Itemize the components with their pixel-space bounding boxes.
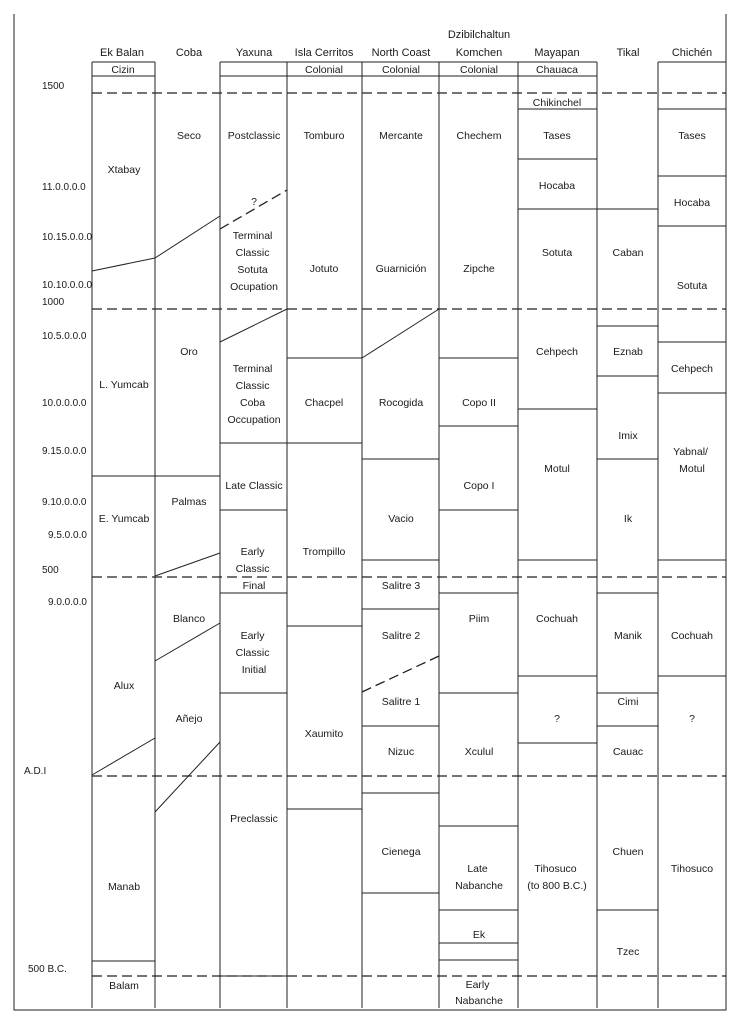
phase-chechem: Chechem [456,130,502,142]
header-chichen: Chichén [671,47,713,59]
phase-chikinchel: Chikinchel [532,97,582,109]
phase-motul: Motul [544,463,570,475]
phase-manab: Manab [107,881,141,893]
phase-salitre-3: Salitre 3 [381,580,421,592]
phase-zipche: Zipche [463,263,495,275]
phase-chichen-hocaba: Hocaba [673,197,711,209]
phase-mayapan-tihosuco: Tihosuco (to 800 B.C.) [527,863,587,892]
phase-chichen-tihosuco: Tihosuco [670,863,714,875]
phase-piim: Piim [468,613,490,625]
time-label-1500: 1500 [42,81,65,92]
header-isla-cerritos: Isla Cerritos [294,47,354,59]
phase-preclassic: Preclassic [230,813,278,825]
phase-alux: Alux [113,680,135,692]
phase-oro: Oro [180,346,198,358]
phase-yabnal-motul: Yabnal/ Motul [673,446,708,475]
phase-salitre-2: Salitre 2 [381,630,421,642]
phase-early-nabanche: Early Nabanche [455,979,503,1007]
time-label-10-5: 10.5.0.0.0 [42,331,87,342]
phase-isla-colonial: Colonial [305,64,343,76]
time-label-9-0: 9.0.0.0.0 [48,597,87,608]
phase-chichen-cochuah: Cochuah [670,630,714,642]
chichen-boundaries [658,109,726,676]
time-label-10-0: 10.0.0.0.0 [42,398,87,409]
header-yaxuna: Yaxuna [235,47,273,59]
ek-balan-boundaries [92,258,155,961]
phase-late-nabanche: Late Nabanche [455,863,503,892]
time-label-1000: 1000 [42,297,65,308]
phase-blanco: Blanco [172,613,206,625]
phase-cimi: Cimi [617,696,639,708]
phase-cienega: Cienega [381,846,421,858]
phase-manik: Manik [613,630,643,642]
phase-early-classic-final: Early Classic Final [235,546,270,592]
phase-terminal-classic-sotuta: Terminal Classic Sotuta Ocupation [230,230,278,293]
time-label-10-10: 10.10.0.0.0 [42,280,93,291]
header-komchen: Komchen [455,47,503,59]
phase-xculul: Xculul [464,746,494,758]
phase-ik: Ik [623,513,633,525]
isla-cerritos-boundaries [287,358,362,809]
phase-mayapan-hocaba: Hocaba [538,180,576,192]
phase-late-classic: Late Classic [225,480,283,492]
phase-early-classic-initial: Early Classic Initial [235,630,270,676]
phase-anejo: Añejo [175,713,203,725]
phase-tomburo: Tomburo [303,130,345,142]
phase-nizuc: Nizuc [387,746,415,758]
phase-balam: Balam [109,980,139,992]
phase-postclassic: Postclassic [227,130,281,142]
time-label-9-10: 9.10.0.0.0 [42,497,87,508]
phase-chuen: Chuen [612,846,644,858]
phase-nc-colonial: Colonial [382,64,420,76]
phase-cauac: Cauac [612,746,644,758]
column-dividers [92,62,726,1008]
header-tikal: Tikal [616,47,640,59]
mayapan-boundaries [518,109,597,743]
phase-tzec: Tzec [616,946,640,958]
phase-yaxuna-question: ? [251,196,257,208]
phase-mayapan-cehpech: Cehpech [535,346,579,358]
phase-cizin: Cizin [111,64,135,76]
phase-copo-ii: Copo II [462,397,496,409]
time-label-500bc: 500 B.C. [28,964,67,975]
phase-mercante: Mercante [379,130,423,142]
header-coba: Coba [175,47,203,59]
phase-ek: Ek [472,929,486,941]
phase-seco: Seco [177,130,201,142]
header-ek-balan: Ek Balan [99,47,145,59]
phase-imix: Imix [618,430,638,442]
phase-trompillo: Trompillo [302,546,346,558]
phase-chichen-cehpech: Cehpech [670,363,714,375]
phase-l-yumcab: L. Yumcab [99,379,149,391]
phase-e-yumcab: E. Yumcab [98,513,150,525]
phase-vacio: Vacio [388,513,414,525]
phase-chauaca: Chauaca [535,64,579,76]
phase-chichen-question: ? [689,713,695,725]
phase-chichen-tases: Tases [678,130,706,142]
phase-mayapan-question: ? [554,713,560,725]
phase-salitre-1: Salitre 1 [381,696,421,708]
time-label-500: 500 [42,565,59,576]
phase-terminal-classic-coba: Terminal Classic Coba Occupation [227,363,281,426]
phase-copo-i: Copo I [463,480,495,492]
time-label-11: 11.0.0.0.0 [42,182,86,193]
phase-palmas: Palmas [171,496,207,508]
dashed-reference-lines [92,93,726,976]
phase-chichen-sotuta: Sotuta [676,280,708,292]
phase-chacpel: Chacpel [304,397,344,409]
phase-mayapan-tases: Tases [543,130,571,142]
phase-xtabay: Xtabay [107,164,141,176]
header-mayapan: Mayapan [534,47,580,59]
phase-rocogida: Rocogida [378,397,424,409]
phase-mayapan-sotuta: Sotuta [541,247,573,259]
phase-xaumito: Xaumito [304,728,344,740]
phase-mayapan-cochuah: Cochuah [535,613,579,625]
phase-komchen-colonial: Colonial [460,64,498,76]
tikal-boundaries [597,209,658,910]
phase-caban: Caban [612,247,644,259]
phase-jotuto: Jotuto [309,263,339,275]
time-label-10-15: 10.15.0.0.0 [42,232,93,243]
header-dzibilchaltun: Dzibilchaltun [447,29,511,41]
time-label-ad: A.D.I [24,766,47,777]
phase-guarnicion: Guarnición [375,263,427,275]
phase-eznab: Eznab [613,346,643,358]
time-label-9-15: 9.15.0.0.0 [42,446,87,457]
time-label-9-5: 9.5.0.0.0 [48,530,87,541]
header-north-coast: North Coast [371,47,431,59]
